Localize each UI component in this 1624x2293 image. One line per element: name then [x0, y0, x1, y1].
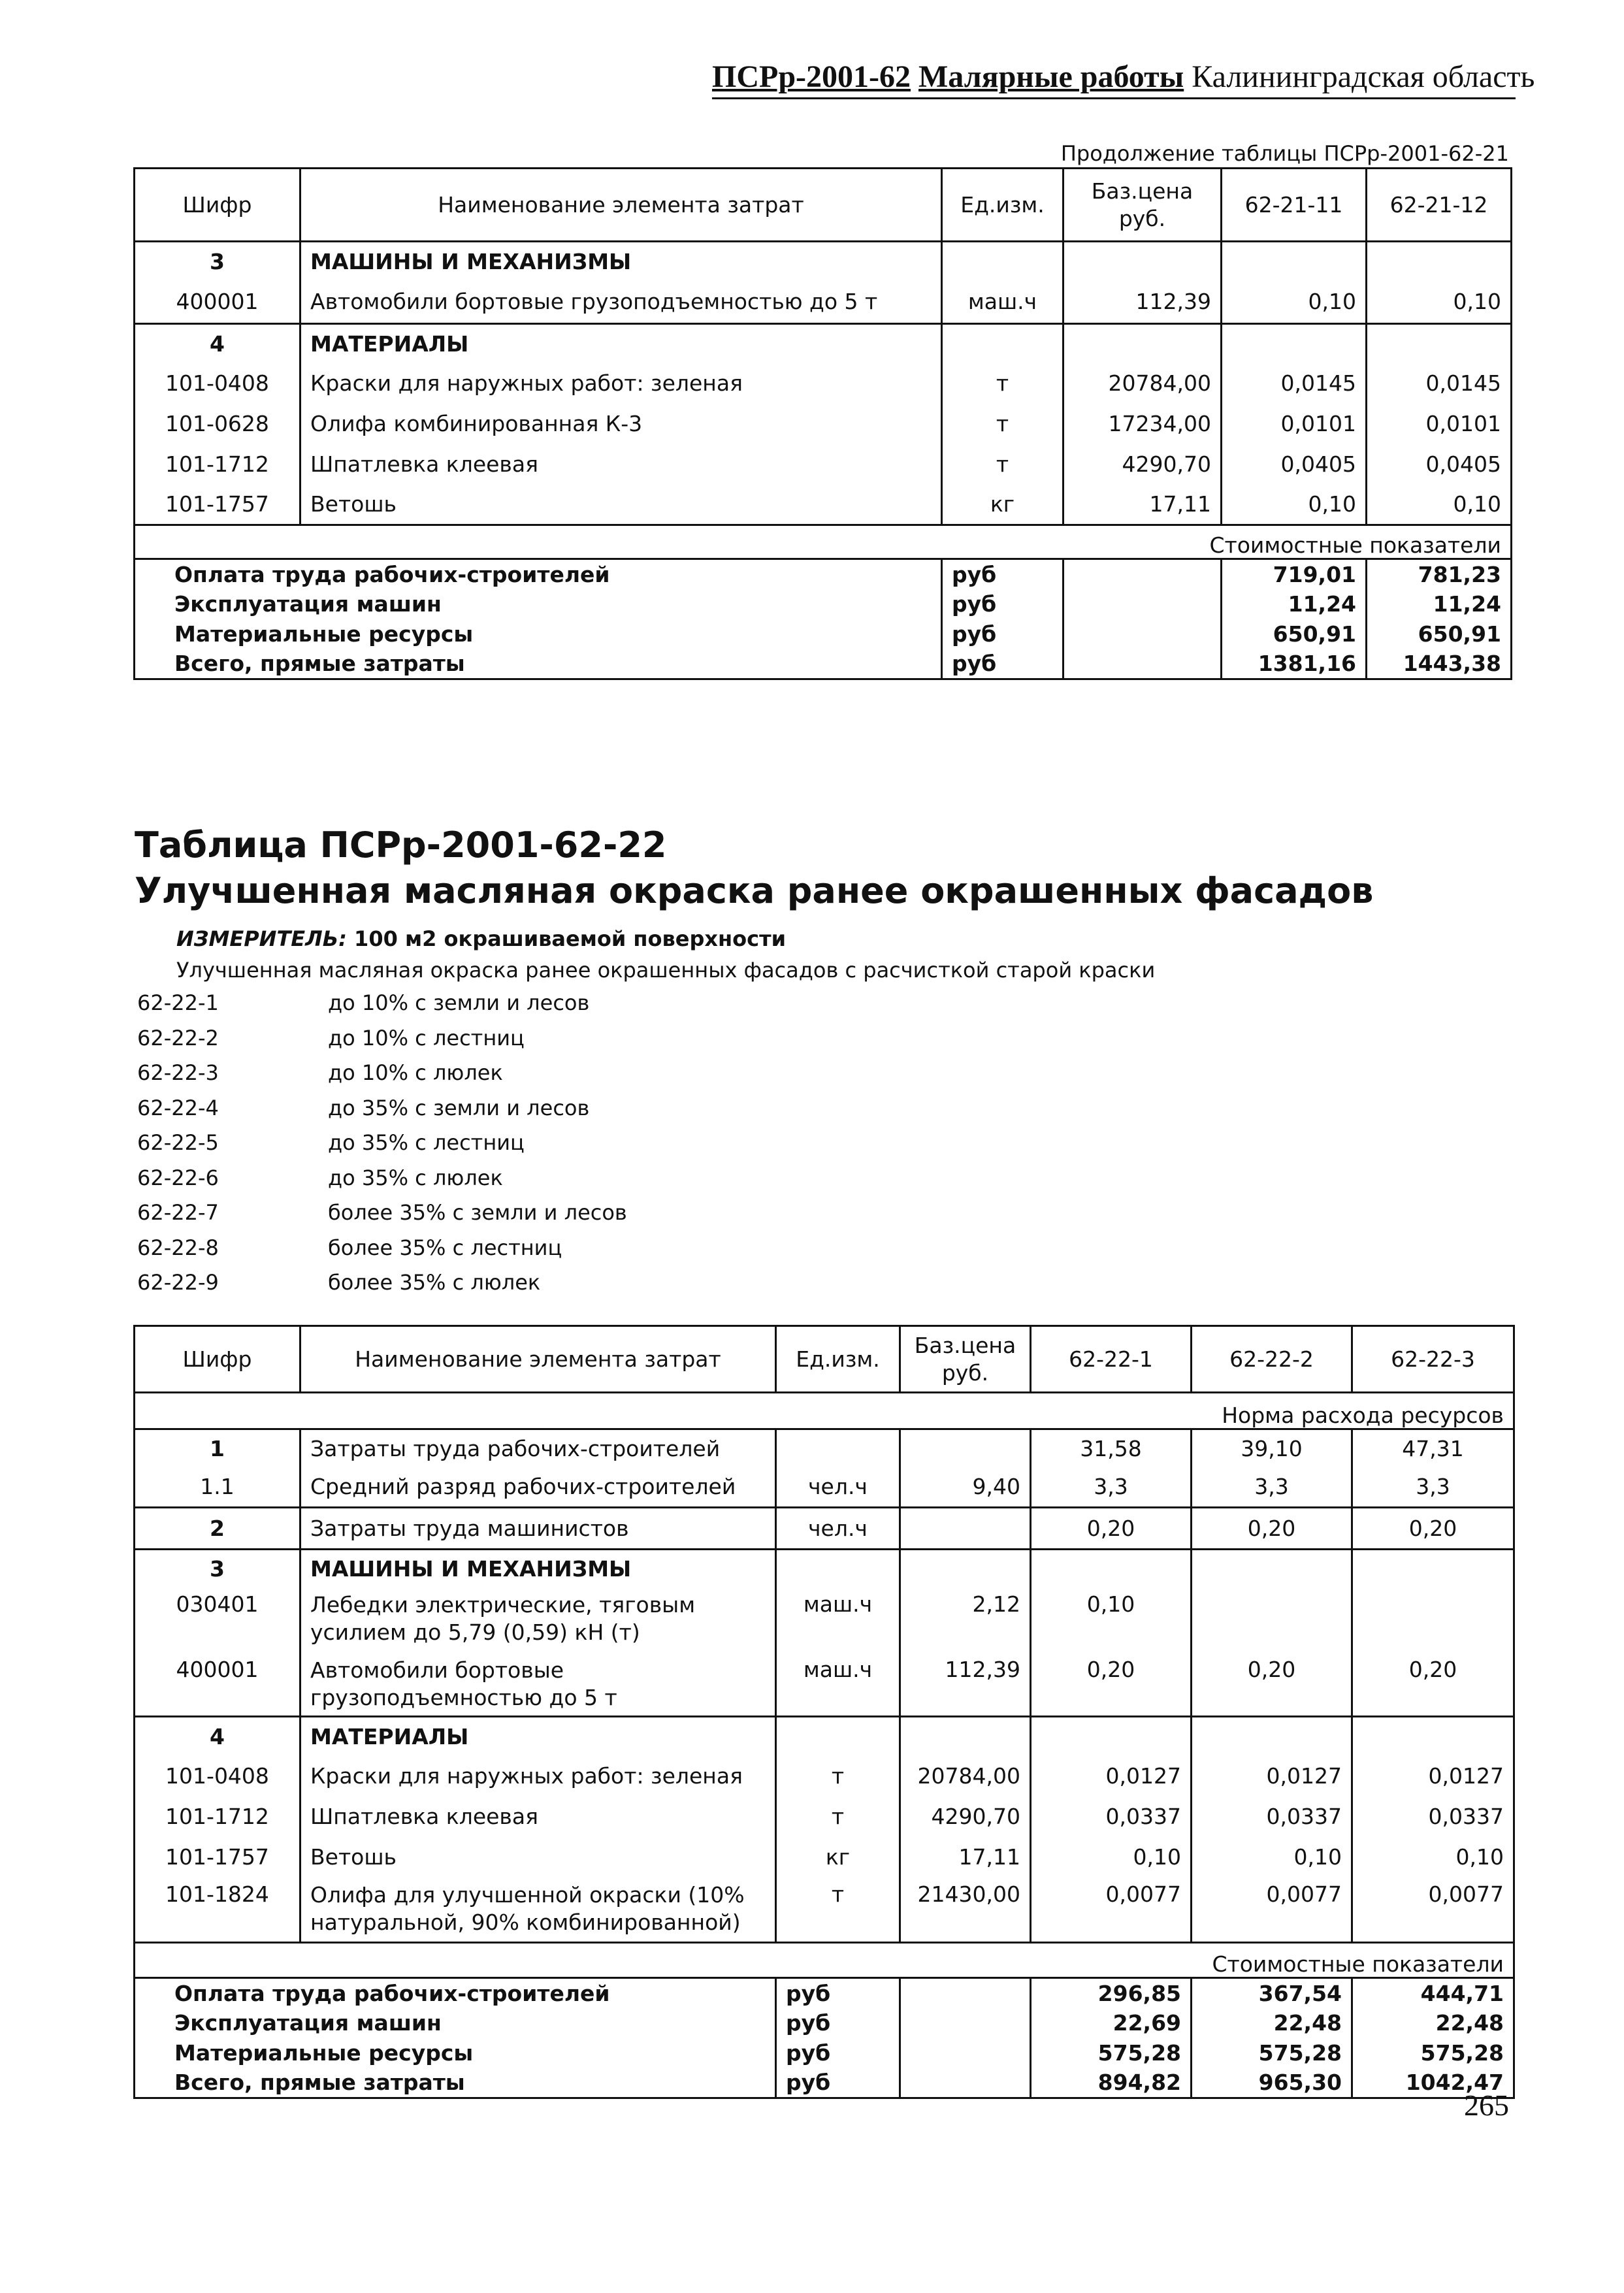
table-62-22 — [133, 1325, 1515, 2099]
list-item: 62-22-3 до 10% с люлек — [137, 1060, 503, 1085]
table-row: 101-1757 Ветошь кг 17,11 0,10 0,10 — [135, 485, 1512, 525]
col-header: 62-21-12 — [1367, 169, 1512, 242]
table-row: 101-0408 Краски для наружных работ: зеленая т 20784,00 0,0127 0,0127 0,0127 — [135, 1756, 1514, 1797]
cost-caption-row — [135, 1943, 1514, 1978]
col-header: 62-22-3 — [1352, 1326, 1514, 1393]
list-item: 62-22-8 более 35% с лестниц — [137, 1235, 562, 1260]
page-header — [712, 59, 1535, 99]
cost-row: Материальные ресурсы руб 650,91 650,91 — [135, 619, 1512, 649]
col-header: 62-21-11 — [1222, 169, 1367, 242]
header-section: Малярные работы — [918, 59, 1184, 94]
cost-caption-row — [135, 525, 1512, 559]
table-row: 101-1824 Олифа для улучшенной окраски (10% натуральной, 90% комбинированной) т 21430,00 0,0077 0,0077 0,0077 — [135, 1878, 1514, 1943]
col-header: 62-22-1 — [1031, 1326, 1192, 1393]
measure-label: ИЗМЕРИТЕЛЬ: — [176, 926, 347, 951]
table-row: 1.1 Средний разряд рабочих-строителей чел.ч 9,40 3,3 3,3 3,3 — [135, 1467, 1514, 1508]
table-row: 101-1757 Ветошь кг 17,11 0,10 0,10 0,10 — [135, 1837, 1514, 1878]
table-row: 400001 Автомобили бортовые грузоподъемностью до 5 т маш.ч 112,39 0,10 0,10 — [135, 281, 1512, 324]
col-header: Ед.изм. — [942, 169, 1064, 242]
col-header: Баз.цена руб. — [900, 1326, 1031, 1393]
table-row: 101-1712 Шпатлевка клеевая т 4290,70 0,0405 0,0405 — [135, 444, 1512, 485]
cost-row: Эксплуатация машин руб 11,24 11,24 — [135, 589, 1512, 619]
col-header: 62-22-2 — [1192, 1326, 1352, 1393]
section-row: 3 МАШИНЫ И МЕХАНИЗМЫ — [135, 242, 1512, 281]
table-row: 1 Затраты труда рабочих-строителей 31,58 39,10 47,31 — [135, 1429, 1514, 1467]
header-code: ПСРр-2001-62 — [712, 59, 911, 94]
table-row: 101-0628 Олифа комбинированная К-3 т 17234,00 0,0101 0,0101 — [135, 404, 1512, 444]
list-item: 62-22-1 до 10% с земли и лесов — [137, 990, 590, 1015]
section-row: 3 МАШИНЫ И МЕХАНИЗМЫ — [135, 1550, 1514, 1587]
table-62-21 — [133, 167, 1512, 680]
list-item: 62-22-7 более 35% с земли и лесов — [137, 1200, 627, 1225]
list-item: 62-22-9 более 35% с люлек — [137, 1270, 541, 1295]
col-header: Наименование элемента затрат — [300, 1326, 776, 1393]
list-item: 62-22-6 до 35% с люлек — [137, 1165, 503, 1190]
cost-row: Эксплуатация машин руб 22,69 22,48 22,48 — [135, 2008, 1514, 2038]
variant-list — [137, 990, 627, 1305]
cost-row: Всего, прямые затраты руб 1381,16 1443,38 — [135, 649, 1512, 679]
table-header-row — [135, 169, 1512, 242]
col-header: Баз.цена руб. — [1064, 169, 1222, 242]
continuation-caption: Продолжение таблицы ПСРр-2001-62-21 — [1060, 141, 1509, 166]
list-item: 62-22-2 до 10% с лестниц — [137, 1025, 525, 1050]
cost-row: Всего, прямые затраты руб 894,82 965,30 1042,47 — [135, 2068, 1514, 2098]
table-row: 400001 Автомобили бортовые грузоподъемностью до 5 т маш.ч 112,39 0,20 0,20 0,20 — [135, 1653, 1514, 1717]
table-row: 030401 Лебедки электрические, тяговым усилием до 5,79 (0,59) кН (т) маш.ч 2,12 0,10 — [135, 1587, 1514, 1653]
table-header-row — [135, 1326, 1514, 1393]
list-item: 62-22-4 до 35% с земли и лесов — [137, 1095, 590, 1120]
table-subtitle: Улучшенная масляная окраска ранее окрашенных фасадов — [135, 870, 1374, 911]
col-header: Шифр — [135, 169, 300, 242]
list-item: 62-22-5 до 35% с лестниц — [137, 1130, 525, 1155]
table-title: Таблица ПСРр-2001-62-22 — [135, 824, 667, 866]
table-row: 101-1712 Шпатлевка клеевая т 4290,70 0,0337 0,0337 0,0337 — [135, 1797, 1514, 1837]
col-header: Шифр — [135, 1326, 300, 1393]
cost-row: Материальные ресурсы руб 575,28 575,28 575,28 — [135, 2038, 1514, 2068]
header-region: Калининградская область — [1192, 59, 1535, 94]
section-row: 4 МАТЕРИАЛЫ — [135, 1717, 1514, 1756]
norm-caption: Норма расхода ресурсов — [135, 1393, 1514, 1429]
col-header: Наименование элемента затрат — [300, 169, 942, 242]
measure-value: 100 м2 окрашиваемой поверхности — [354, 926, 787, 951]
cost-caption: Стоимостные показатели — [135, 1943, 1514, 1978]
measure-line — [176, 926, 786, 951]
cost-row: Оплата труда рабочих-строителей руб 296,85 367,54 444,71 — [135, 1978, 1514, 2008]
section-row: 4 МАТЕРИАЛЫ — [135, 324, 1512, 363]
table-description: Улучшенная масляная окраска ранее окрашенных фасадов с расчисткой старой краски — [176, 958, 1156, 983]
norm-caption-row — [135, 1393, 1514, 1429]
table-row: 2 Затраты труда машинистов чел.ч 0,20 0,20 0,20 — [135, 1508, 1514, 1550]
cost-row: Оплата труда рабочих-строителей руб 719,01 781,23 — [135, 559, 1512, 589]
col-header: Ед.изм. — [776, 1326, 900, 1393]
table-row: 101-0408 Краски для наружных работ: зеленая т 20784,00 0,0145 0,0145 — [135, 363, 1512, 404]
page-number: 265 — [1464, 2089, 1509, 2122]
cost-caption: Стоимостные показатели — [135, 525, 1512, 559]
